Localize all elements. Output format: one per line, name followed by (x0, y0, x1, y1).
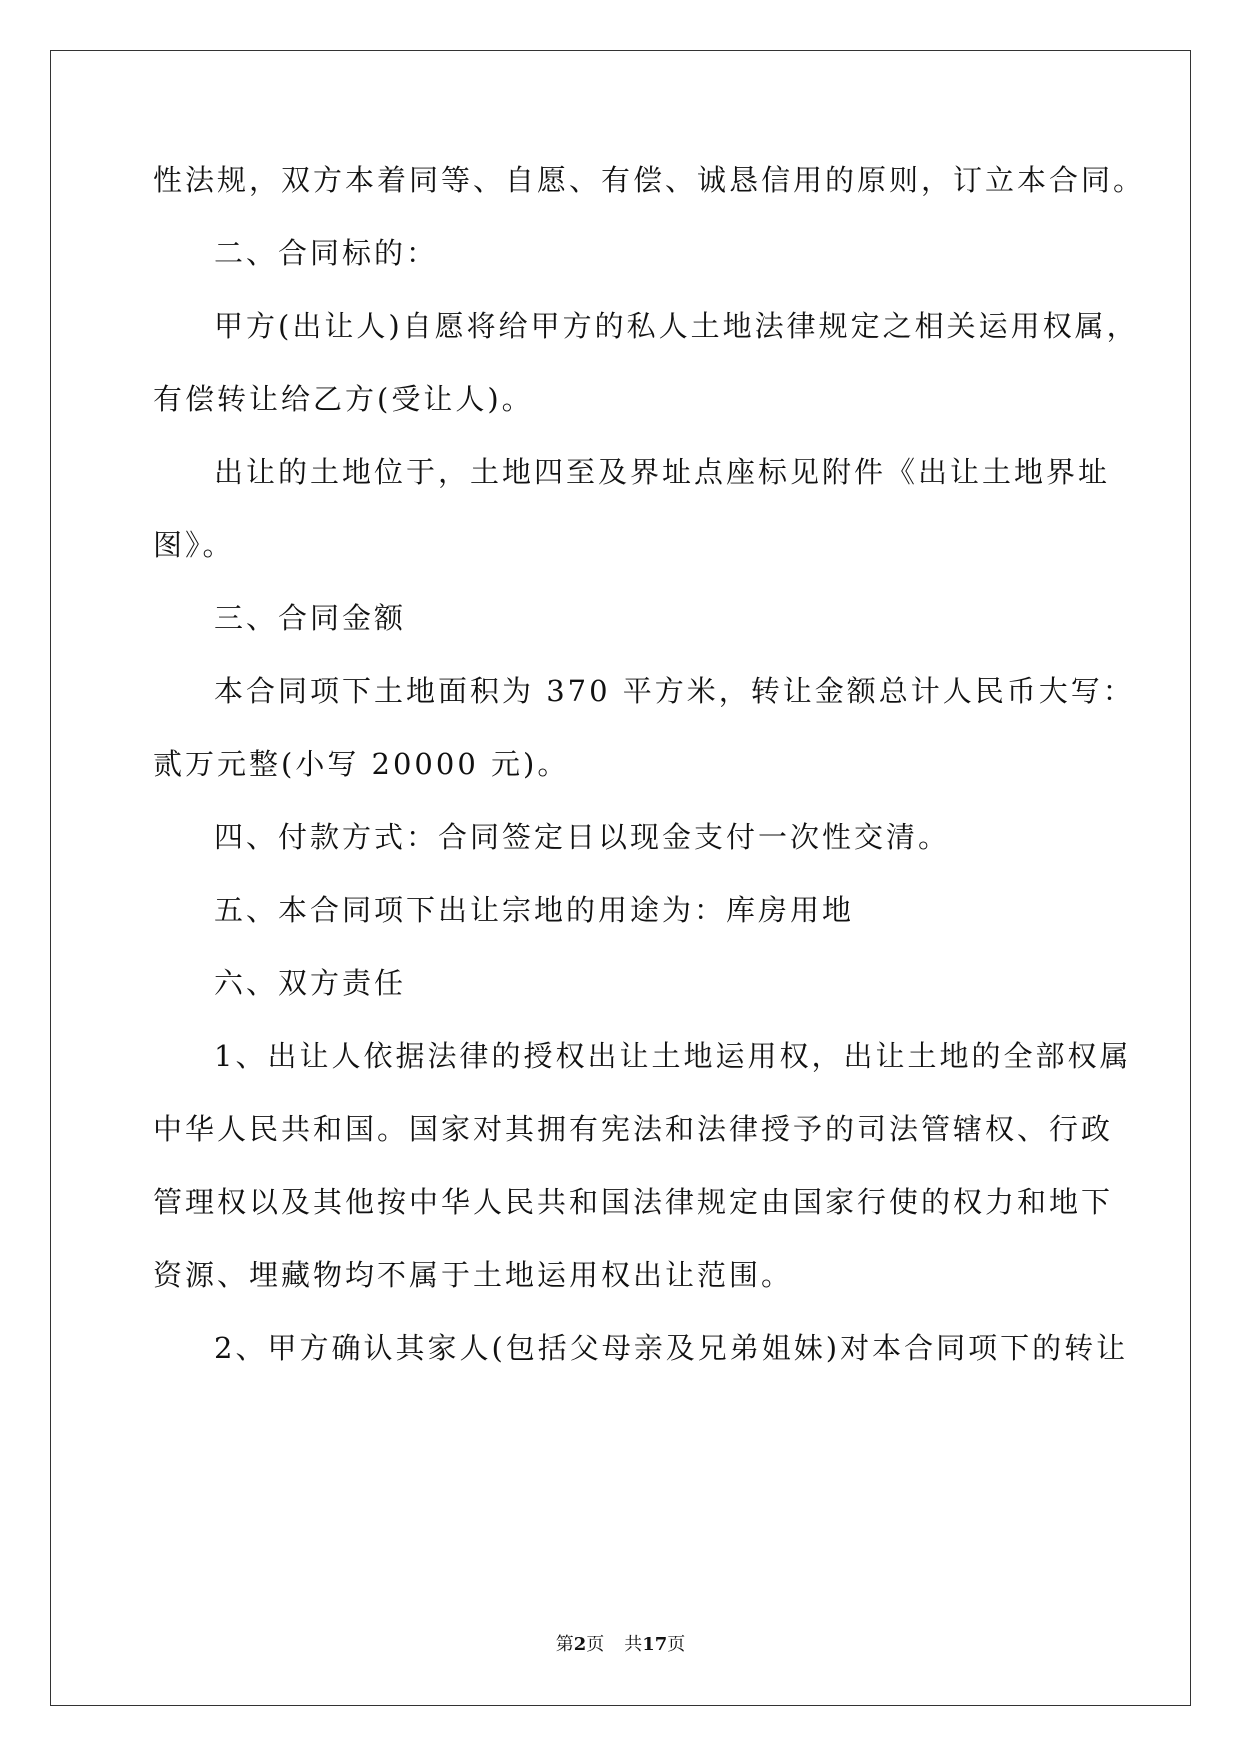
text-line: 2、甲方确认其家人(包括父母亲及兄弟姐妹)对本合同项下的转让 (214, 1331, 1129, 1365)
footer-prefix: 第 (555, 1634, 574, 1655)
text-line: 性法规，双方本着同等、自愿、有偿、诚恳信用的原则，订立本合同。 (153, 163, 1146, 197)
page-border (50, 50, 1191, 1706)
footer-page-suffix: 页 (586, 1634, 605, 1655)
text-line: 1、出让人依据法律的授权出让土地运用权，出让土地的全部权属 (214, 1039, 1132, 1073)
current-page-number: 2 (573, 1634, 587, 1655)
section-heading: 四、付款方式：合同签定日以现金支付一次性交清。 (214, 820, 951, 854)
text-line: 资源、埋藏物均不属于土地运用权出让范围。 (153, 1258, 794, 1292)
section-heading: 五、本合同项下出让宗地的用途为：库房用地 (214, 893, 855, 927)
text-line: 图》。 (153, 528, 235, 562)
text-line: 中华人民共和国。国家对其拥有宪法和法律授予的司法管辖权、行政 (153, 1112, 1114, 1146)
footer-total-suffix: 页 (667, 1634, 686, 1655)
section-heading: 二、合同标的： (214, 236, 439, 270)
page-footer (0, 1630, 1241, 1656)
section-heading: 三、合同金额 (214, 601, 407, 635)
text-line: 甲方(出让人)自愿将给甲方的私人土地法律规定之相关运用权属， (214, 309, 1139, 343)
text-line: 有偿转让给乙方(受让人)。 (153, 382, 534, 416)
text-line: 出让的土地位于，土地四至及界址点座标见附件《出让土地界址 (214, 455, 1111, 489)
total-pages-number: 17 (642, 1634, 668, 1655)
text-line: 贰万元整(小写 20000 元)。 (153, 747, 570, 781)
footer-total-prefix: 共 (624, 1634, 643, 1655)
text-line: 本合同项下土地面积为 370 平方米，转让金额总计人民币大写： (214, 674, 1135, 708)
text-line: 管理权以及其他按中华人民共和国法律规定由国家行使的权力和地下 (153, 1185, 1114, 1219)
section-heading: 六、双方责任 (214, 966, 407, 1000)
